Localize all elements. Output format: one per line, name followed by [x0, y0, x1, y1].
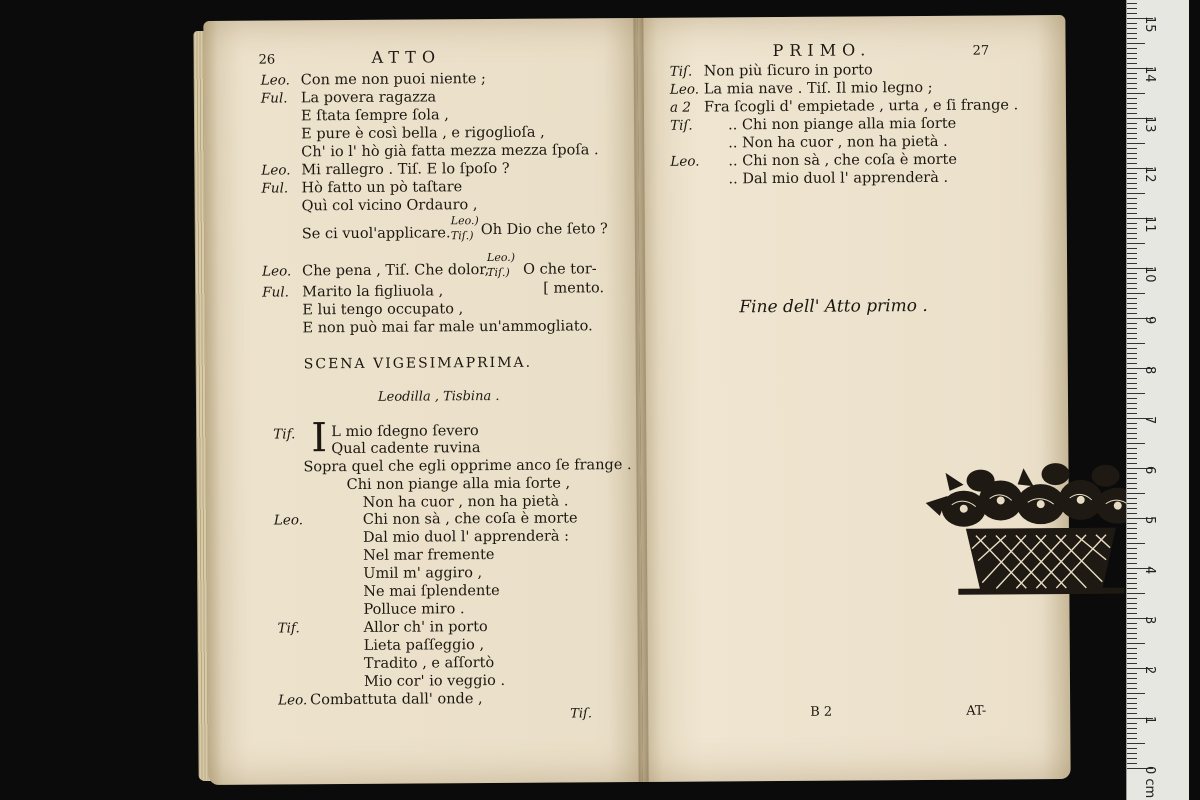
ruler-tick [1127, 163, 1137, 164]
text-line: E non può mai far male un'ammogliato. [302, 318, 593, 337]
ruler-tick [1127, 588, 1137, 589]
ruler-tick [1127, 13, 1137, 14]
speaker-label: Ful. [260, 90, 288, 107]
speaker-label: Tiſ. [669, 63, 693, 80]
text-line: E ſtata ſempre ſola , [300, 107, 449, 125]
ruler-tick [1127, 643, 1145, 644]
ruler-tick [1127, 138, 1137, 139]
ruler-tick [1127, 743, 1145, 744]
ruler-tick [1127, 358, 1137, 359]
ruler-tick [1127, 238, 1137, 239]
ruler-tick [1127, 438, 1137, 439]
ruler-tick [1127, 693, 1145, 694]
ruler-tick [1127, 243, 1145, 244]
aria-line: Dal mio duol l' apprenderà : [362, 528, 570, 546]
ruler-tick [1127, 628, 1137, 629]
aria-line: Tradito , e aſſortò [363, 655, 495, 672]
measurement-ruler [1126, 0, 1189, 800]
ruler-tick [1127, 313, 1137, 314]
ruler-tick [1127, 463, 1137, 464]
ruler-mark: 8 [1142, 366, 1157, 375]
ruler-tick [1127, 478, 1137, 479]
ruler-tick [1127, 58, 1137, 59]
text-line: O che tor- [523, 261, 597, 278]
ruler-tick [1127, 128, 1137, 129]
aria-line: Sopra quel che egli opprime anco ſe frange . [303, 457, 632, 476]
text-line: E pure è così bella , e rigoglioſa , [301, 124, 545, 143]
ruler-tick [1127, 253, 1137, 254]
ruler-tick [1127, 543, 1145, 544]
ruler-tick [1127, 523, 1137, 524]
ruler-tick [1127, 593, 1145, 594]
ruler-tick [1127, 103, 1137, 104]
catchword: Tiſ. [570, 706, 593, 722]
ruler-tick [1127, 578, 1137, 579]
ruler-mark: 9 [1142, 316, 1157, 325]
speaker-label: Leo. [261, 162, 291, 179]
ruler-tick [1127, 108, 1137, 109]
ruler-tick [1127, 178, 1137, 179]
ruler-tick [1127, 548, 1137, 549]
speaker-bracket: Leo.) [450, 214, 479, 228]
aria-line: Lieta paſſeggio , [363, 637, 485, 654]
ruler-tick [1127, 298, 1137, 299]
speaker-label: Ful. [261, 180, 289, 197]
ruler-mark: 7 [1142, 416, 1157, 425]
ruler-tick [1127, 38, 1137, 39]
ruler-tick [1127, 758, 1137, 759]
ruler-tick [1127, 703, 1137, 704]
aria-line: Non ha cuor , non ha pietà . [362, 493, 569, 511]
ruler-tick [1127, 658, 1137, 659]
ruler-tick [1127, 448, 1137, 449]
ruler-tick [1127, 428, 1137, 429]
ruler-tick [1127, 388, 1137, 389]
ruler-tick [1127, 343, 1145, 344]
ruler-tick [1127, 293, 1145, 294]
ruler-mark: 3 [1142, 616, 1157, 625]
catchword: AT- [966, 703, 987, 719]
ruler-tick [1127, 408, 1137, 409]
ruler-tick [1127, 228, 1137, 229]
ruler-tick [1127, 413, 1137, 414]
ruler-tick [1127, 223, 1137, 224]
text-line: Oh Dio che ſeto ? [480, 221, 608, 239]
character-list: Leodilla , Tisbina . [377, 388, 500, 405]
text-line: Se ci vuol'applicare. [301, 225, 451, 243]
ruler-tick [1127, 728, 1137, 729]
speaker-label: Tif. [277, 620, 300, 637]
ruler-tick [1127, 308, 1137, 309]
ruler-tick [1127, 83, 1137, 84]
ruler-tick [1127, 3, 1137, 4]
aria-line: Polluce miro . [363, 601, 465, 618]
ruler-tick [1127, 193, 1145, 194]
ruler-tick [1127, 173, 1137, 174]
text-line: .. Chi non piange alla mia ſorte [728, 115, 957, 134]
speaker-label: Leo. [262, 263, 292, 280]
ruler-tick [1127, 328, 1137, 329]
ruler-tick [1127, 198, 1137, 199]
ruler-tick [1127, 23, 1137, 24]
speaker-bracket: Tiſ.) [487, 265, 510, 280]
open-book [203, 15, 1070, 785]
ruler-tick [1127, 633, 1137, 634]
aria-line: Nel mar fremente [363, 546, 495, 564]
text-line: E lui tengo occupato , [302, 301, 464, 319]
ruler-tick [1127, 393, 1145, 394]
ruler-mark: 11 [1142, 216, 1157, 233]
ruler-tick [1127, 373, 1137, 374]
ruler-tick [1127, 623, 1137, 624]
ruler-tick [1127, 348, 1137, 349]
ruler-tick [1127, 558, 1137, 559]
ruler-tick [1127, 723, 1137, 724]
text-line: La povera ragazza [300, 89, 437, 107]
ruler-tick [1127, 458, 1137, 459]
aria-line: Allor ch' in porto [363, 619, 488, 636]
ruler-tick [1127, 663, 1137, 664]
text-line: .. Dal mio duol l' apprenderà . [728, 169, 949, 188]
ruler-tick [1127, 28, 1137, 29]
speaker-label: a 2 [669, 99, 691, 116]
drop-initial: I [311, 415, 328, 462]
ruler-mark: 15 [1142, 16, 1157, 33]
ruler-tick [1127, 603, 1137, 604]
ruler-tick [1127, 733, 1137, 734]
ruler-tick [1127, 433, 1137, 434]
ruler-tick [1127, 713, 1137, 714]
ruler-mark: 10 [1142, 266, 1157, 283]
ruler-tick [1127, 233, 1137, 234]
ruler-tick [1127, 473, 1137, 474]
ruler-tick [1127, 93, 1145, 94]
ruler-tick [1127, 88, 1137, 89]
ruler-tick [1127, 573, 1137, 574]
ruler-tick [1127, 33, 1137, 34]
speaker-label: Leo. [278, 692, 308, 709]
ruler-tick [1127, 708, 1137, 709]
ruler-tick [1127, 183, 1137, 184]
ruler-tick [1127, 493, 1145, 494]
ruler-tick [1127, 553, 1137, 554]
ruler-mark: 13 [1142, 116, 1157, 133]
ruler-tick [1127, 123, 1137, 124]
ruler-tick [1127, 48, 1137, 49]
ruler-tick [1127, 213, 1137, 214]
page-number: 26 [258, 52, 276, 68]
scene-title: SCENA VIGESIMAPRIMA. [303, 354, 533, 373]
text-line: Ch' io l' hò già fatta mezza mezza ſpoſa . [301, 142, 599, 161]
speaker-label: Tiſ. [670, 117, 693, 134]
ruler-tick [1127, 283, 1137, 284]
ruler-tick [1127, 338, 1137, 339]
ruler-tick [1127, 203, 1137, 204]
ruler-tick [1127, 513, 1137, 514]
ruler-tick [1127, 383, 1137, 384]
ruler-tick [1127, 263, 1137, 264]
text-line: [ mento. [543, 280, 605, 297]
ruler-tick [1127, 403, 1137, 404]
speaker-label: Ful. [262, 284, 289, 301]
speaker-label: Leo. [669, 81, 700, 98]
ruler-tick [1127, 143, 1145, 144]
aria-line: Combattuta dall' onde , [310, 691, 483, 709]
running-head: ATTO [371, 47, 442, 67]
ruler-tick [1127, 73, 1137, 74]
ruler-tick [1127, 133, 1137, 134]
text-line: Che pena , Tiſ. Che dolor, [302, 262, 490, 280]
ruler-tick [1127, 498, 1137, 499]
ruler-tick [1127, 53, 1137, 54]
ruler-mark: 14 [1142, 66, 1157, 83]
ruler-tick [1127, 148, 1137, 149]
ruler-tick [1127, 638, 1137, 639]
ruler-tick [1127, 488, 1137, 489]
ruler-tick [1127, 678, 1137, 679]
aria-line: Mio cor' io veggio . [363, 672, 506, 690]
ruler-tick [1127, 608, 1137, 609]
right-page [637, 15, 1070, 782]
text-line: Fra ſcogli d' empietade , urta , e ſi frange . [703, 97, 1019, 116]
ruler-mark: 5 [1142, 516, 1157, 525]
page-number: 27 [972, 43, 990, 59]
left-page [203, 18, 642, 785]
aria-line: Qual cadente ruvina [331, 440, 481, 458]
ruler-tick [1127, 763, 1137, 764]
ruler-tick [1127, 503, 1137, 504]
text-line: .. Non ha cuor , non ha pietà . [728, 133, 948, 152]
text-line: Non più ſicuro in porto [703, 62, 873, 80]
ruler-tick [1127, 153, 1137, 154]
ruler-tick [1127, 113, 1137, 114]
ruler-tick [1127, 688, 1137, 689]
ruler-tick [1127, 303, 1137, 304]
ruler-tick [1127, 378, 1137, 379]
aria-line: Chi non piange alla mia ſorte , [346, 475, 571, 494]
text-line: Hò fatto un pò taſtare [301, 179, 463, 197]
ruler-tick [1127, 648, 1137, 649]
act-end-text: Fine dell' Atto primo . [739, 295, 928, 318]
ruler-tick [1127, 748, 1137, 749]
ruler-tick [1127, 398, 1137, 399]
ruler-mark: 12 [1142, 166, 1157, 183]
speaker-label: Leo. [260, 72, 290, 89]
ruler-tick [1127, 533, 1137, 534]
ruler-tick [1127, 698, 1137, 699]
text-line: La mia nave . Tiſ. Il mio legno ; [703, 79, 933, 98]
ruler-tick [1127, 528, 1137, 529]
ruler-mark: 1 [1142, 716, 1157, 725]
text-line: Marito la figliuola , [302, 283, 444, 301]
running-head: PRIMO. [772, 40, 872, 61]
speaker-bracket: Leo.) [486, 250, 516, 265]
ruler-label: 0 cm [1142, 766, 1157, 799]
signature-mark: B 2 [810, 704, 833, 720]
ruler-tick [1127, 63, 1137, 64]
ruler-tick [1127, 423, 1137, 424]
ruler-tick [1127, 483, 1137, 484]
aria-line: L mio ſdegno ſevero [331, 423, 479, 441]
ruler-tick [1127, 248, 1137, 249]
text-line: Con me non puoi niente ; [300, 71, 486, 89]
ruler-tick [1127, 508, 1137, 509]
ruler-tick [1127, 188, 1137, 189]
ruler-tick [1127, 158, 1137, 159]
ruler-tick [1127, 453, 1137, 454]
ruler-tick [1127, 753, 1137, 754]
ruler-tick [1127, 583, 1137, 584]
speaker-bracket: Tiſ.) [450, 229, 474, 243]
text-line: .. Chi non sà , che coſa è morte [728, 151, 957, 170]
ruler-tick [1127, 738, 1137, 739]
ruler-tick [1127, 43, 1145, 44]
speaker-label: Leo. [273, 512, 304, 529]
ruler-tick [1127, 598, 1137, 599]
ruler-tick [1127, 288, 1137, 289]
ruler-tick [1127, 273, 1137, 274]
ruler-tick [1127, 538, 1137, 539]
ruler-mark: 4 [1142, 566, 1157, 575]
ruler-tick [1127, 443, 1145, 444]
ruler-tick [1127, 683, 1137, 684]
ruler-tick [1127, 78, 1137, 79]
ruler-tick [1127, 323, 1137, 324]
ruler-tick [1127, 278, 1137, 279]
text-line: Quì col vicino Ordauro , [301, 197, 478, 215]
speaker-label: Leo. [670, 153, 700, 170]
ruler-tick [1127, 333, 1137, 334]
ruler-tick [1127, 673, 1137, 674]
ruler-mark: 6 [1142, 466, 1157, 475]
ruler-tick [1127, 8, 1137, 9]
ruler-tick [1127, 98, 1137, 99]
aria-line: Chi non sà , che coſa è morte [362, 510, 578, 528]
ruler-tick [1127, 208, 1137, 209]
ruler-tick [1127, 653, 1137, 654]
ruler-mark: 2 [1142, 666, 1157, 675]
aria-line: Umil m' aggiro , [363, 565, 483, 582]
ruler-tick [1127, 353, 1137, 354]
text-line: Mi rallegro . Tiſ. E lo ſpoſo ? [301, 160, 510, 179]
ruler-tick [1127, 613, 1137, 614]
ruler-tick [1127, 258, 1137, 259]
aria-line: Ne mai ſplendente [363, 582, 500, 600]
ruler-tick [1127, 363, 1137, 364]
speaker-label: Tif. [273, 426, 296, 443]
ruler-tick [1127, 563, 1137, 564]
